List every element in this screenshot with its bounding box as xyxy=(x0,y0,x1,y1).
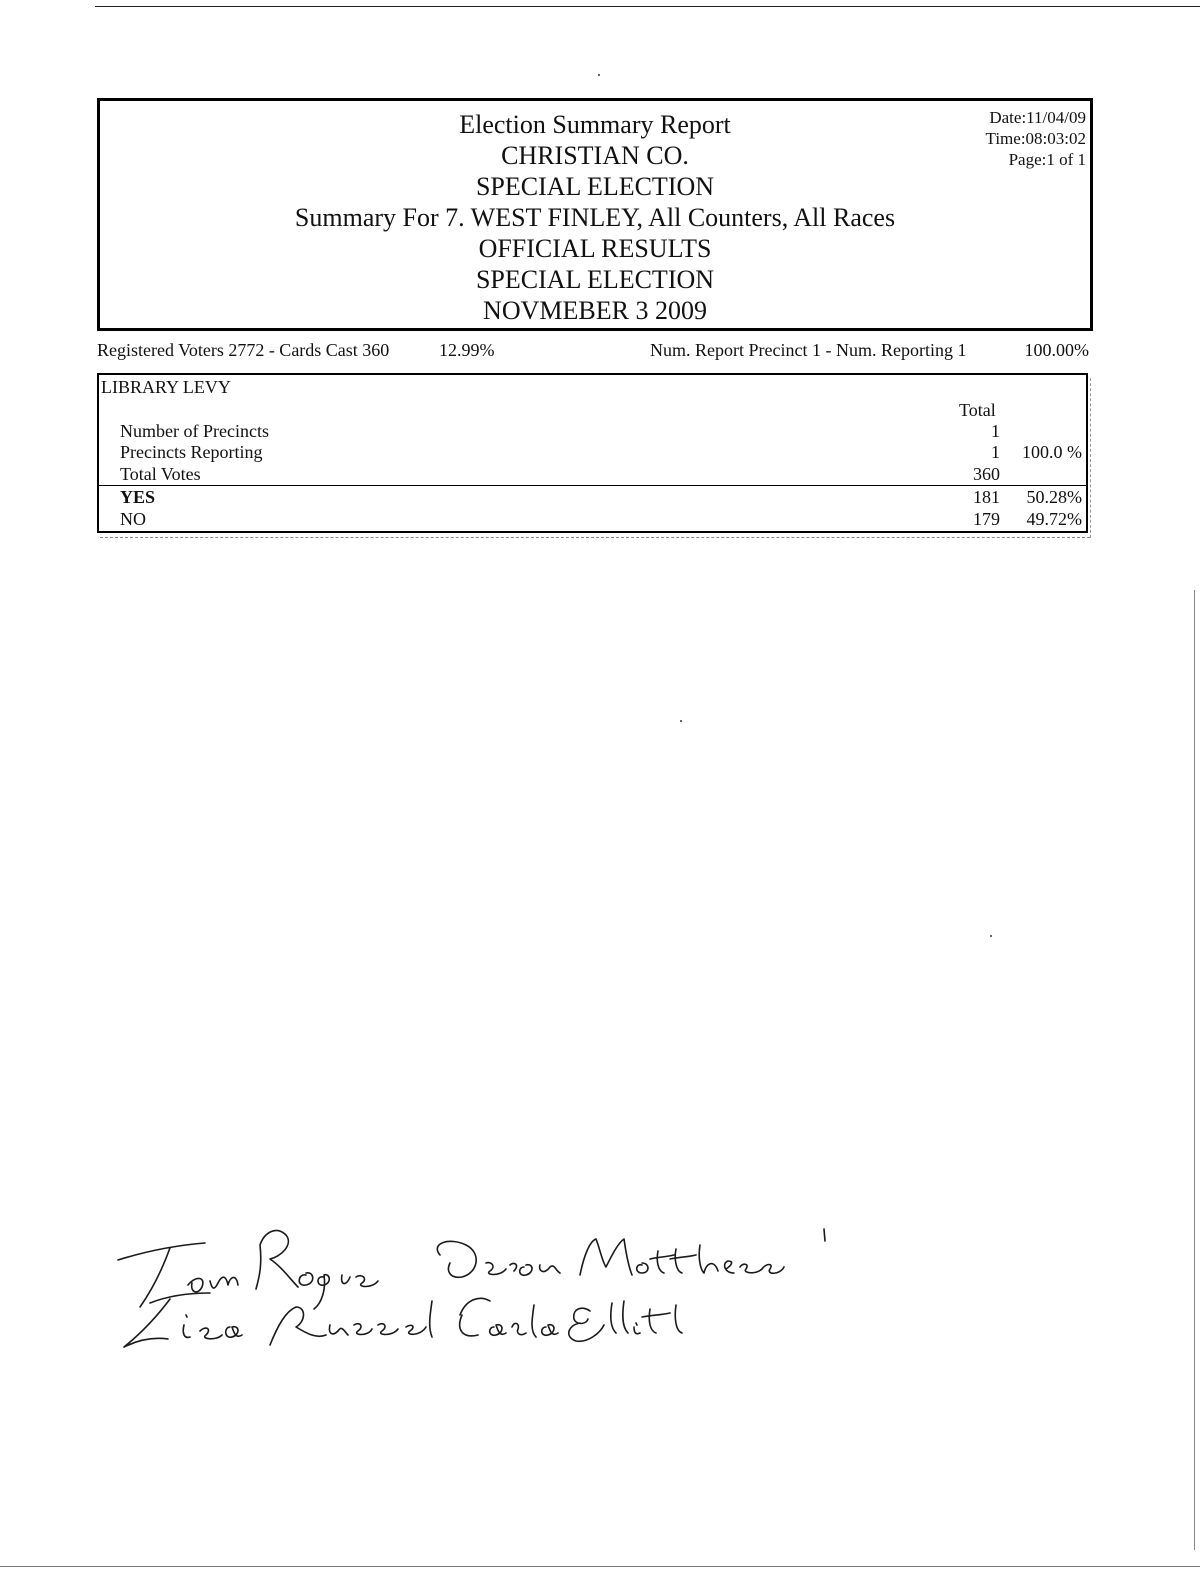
county-name: CHRISTIAN CO. xyxy=(501,141,689,170)
scan-speck xyxy=(680,720,682,722)
turnout-percent: 12.99% xyxy=(439,340,495,360)
scan-speck xyxy=(598,74,600,76)
report-meta xyxy=(986,107,1086,170)
report-title: Election Summary Report xyxy=(459,110,731,139)
election-name-repeat: SPECIAL ELECTION xyxy=(475,265,715,294)
stat-label: Precincts Reporting xyxy=(120,442,263,462)
summary-scope: Summary For 7. WEST FINLEY, All Counters, All Races xyxy=(294,203,896,232)
race-results-table xyxy=(97,373,1088,533)
stat-label: Total Votes xyxy=(120,464,201,484)
scan-top-edge xyxy=(95,6,1200,7)
report-date: Date:11/04/09 xyxy=(989,108,1086,127)
total-column-header: Total xyxy=(959,400,996,420)
stat-total: 360 xyxy=(973,464,1000,484)
precincts-reporting-summary: Num. Report Precinct 1 - Num. Reporting 1 xyxy=(650,340,967,360)
report-time: Time:08:03:02 xyxy=(985,129,1086,148)
choice-total: 181 xyxy=(973,487,1000,507)
reporting-percent: 100.00% xyxy=(1024,340,1089,360)
scan-bottom-edge xyxy=(0,1566,1200,1567)
report-title-block xyxy=(100,109,1090,326)
scan-speck xyxy=(990,935,992,937)
choice-label: NO xyxy=(120,509,146,529)
election-name: SPECIAL ELECTION xyxy=(475,172,715,201)
handwritten-signatures xyxy=(110,1215,850,1365)
stat-total: 1 xyxy=(991,442,1000,462)
scan-artifact-line xyxy=(1090,378,1091,538)
choice-percent: 49.72% xyxy=(1026,509,1082,529)
turnout-summary xyxy=(97,340,1089,364)
stat-label: Number of Precincts xyxy=(120,421,269,441)
results-status: OFFICIAL RESULTS xyxy=(478,234,712,263)
election-date: NOVMEBER 3 2009 xyxy=(483,296,707,325)
scan-right-edge xyxy=(1194,590,1195,1550)
race-title: LIBRARY LEVY xyxy=(101,377,231,397)
report-page: Page:1 of 1 xyxy=(1008,150,1086,169)
stat-percent: 100.0 % xyxy=(1022,442,1082,462)
choice-label: YES xyxy=(120,487,156,507)
signatures xyxy=(110,1215,850,1365)
report-header xyxy=(97,98,1093,331)
scan-artifact-line xyxy=(100,537,1090,538)
choice-total: 179 xyxy=(973,509,1000,529)
choice-percent: 50.28% xyxy=(1026,487,1082,507)
table-divider xyxy=(99,485,1086,486)
stat-total: 1 xyxy=(991,421,1000,441)
registered-voters: Registered Voters 2772 - Cards Cast 360 xyxy=(97,340,390,360)
